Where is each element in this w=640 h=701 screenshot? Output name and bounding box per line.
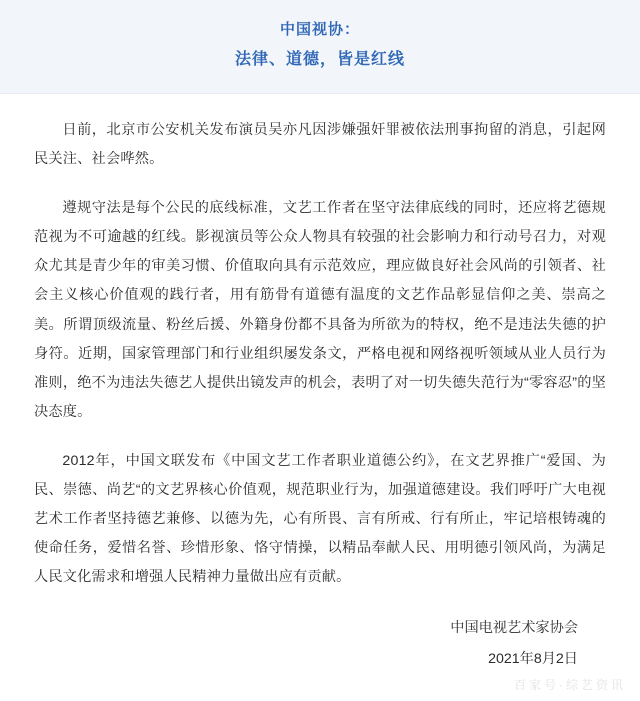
signature-organization: 中国电视艺术家协会 bbox=[450, 619, 578, 636]
article-paragraph-2: 遵规守法是每个公民的底线标准，文艺工作者在坚守法律底线的同时，还应将艺德规范视为不可逾越的红线。影视演员等公众人物具有较强的社会影响力和行动号召力，对观众尤其是青少年的审美习惯、价值取向具有示范效应，理应做良好社会风尚的引领者、社会主义核心价值观的践行者，用有筋骨有道德有温度的文艺作品彰显信仰之美、崇高之美。所谓顶级流量、粉丝后援、外籍身份都不具备为所欲为的特权，绝不是违法失德的护身符。近期，国家管理部门和行业组织屡发条文，严格电视和网络视听领域从业人员行为准则，绝不为违法失德艺人提供出镜发声的机会，表明了对一切失德失范行为“零容忍”的坚决态度。 bbox=[34, 200, 606, 420]
article-body bbox=[0, 94, 640, 675]
header-title-line-1: 中国视协： bbox=[279, 21, 360, 38]
article-paragraph-1: 日前，北京市公安机关发布演员吴亦凡因涉嫌强奸罪被依法刑事拘留的消息，引起网民关注、社会哗然。 bbox=[34, 121, 606, 167]
header-title-line-2: 法律、道德，皆是红线 bbox=[234, 50, 405, 68]
article-header-banner bbox=[0, 0, 640, 94]
signature-date: 2021年8月2日 bbox=[488, 650, 578, 667]
article-signature bbox=[34, 613, 606, 675]
article-paragraph-3: 2012年，中国文联发布《中国文艺工作者职业道德公约》，在文艺界推广“爱国、为民、崇德、尚艺“的文艺界核心价值观，规范职业行为，加强道德建设。我们呼吁广大电视艺术工作者坚持德艺兼修、以德为先，心有所畏、言有所戒、行有所止，牢记培根铸魂的使命任务，爱惜名誉、珍惜形象、恪守情操，以精品奉献人民、用明德引领风尚，为满足人民文化需求和增强人民精神力量做出应有贡献。 bbox=[34, 452, 606, 586]
watermark-text: 百家号·综艺资讯 bbox=[514, 678, 626, 692]
